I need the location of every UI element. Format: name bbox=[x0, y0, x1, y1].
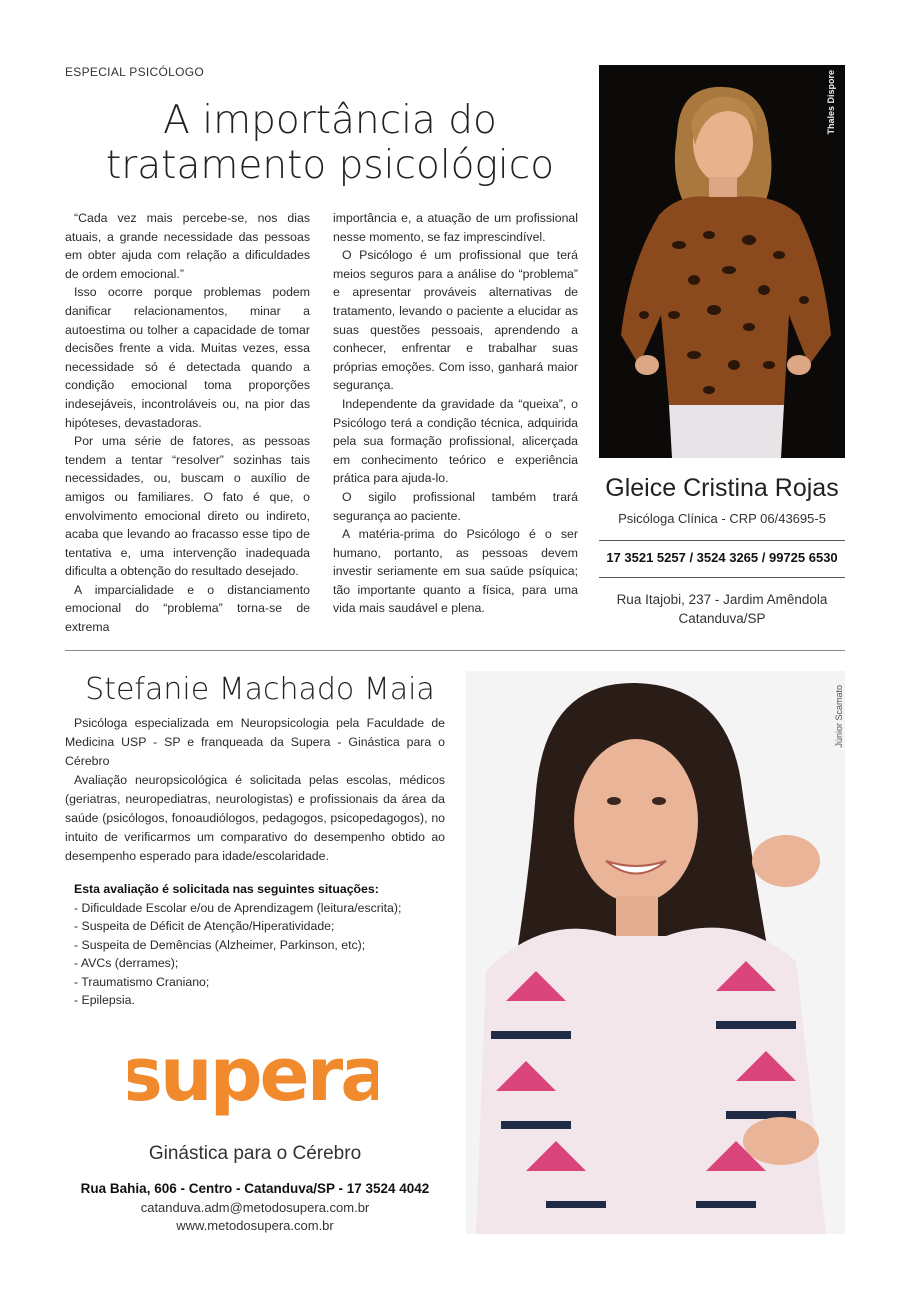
profile-name-stefanie: Stefanie Machado Maia bbox=[85, 672, 435, 707]
supera-email[interactable]: catanduva.adm@metodosupera.com.br bbox=[140, 1200, 370, 1215]
section-divider bbox=[65, 650, 845, 651]
address-line-2: Catanduva/SP bbox=[678, 611, 766, 626]
supera-website[interactable]: www.metodosupera.com.br bbox=[176, 1218, 334, 1233]
divider-line bbox=[599, 540, 845, 541]
article-paragraph: A matéria-prima do Psicólogo é o ser humano, portanto, as pessoas devem investir seriamente em sua saúde psíquica; tão importante quanto a física, para uma vida mais saudável e plena. bbox=[333, 527, 578, 616]
address-line-1: Rua Itajobi, 237 - Jardim Amêndola bbox=[616, 592, 828, 607]
photo-credit-2: Júnior Scamato bbox=[834, 685, 844, 748]
evaluation-list bbox=[74, 880, 454, 1010]
article-paragraph: A imparcialidade e o distanciamento emocional do “problema” torna-se de extrema bbox=[65, 582, 310, 635]
supera-address: Rua Bahia, 606 - Centro - Catanduva/SP - 17 3524 4042 bbox=[80, 1181, 430, 1196]
profile-phones-gleice: 17 3521 5257 / 3524 3265 / 99725 6530 bbox=[606, 550, 838, 565]
list-item: - Suspeita de Demências (Alzheimer, Parkinson, etc); bbox=[74, 937, 366, 952]
article-column-2 bbox=[333, 209, 578, 618]
supera-logo-text: supera bbox=[128, 1032, 378, 1118]
headline-line-1: A importância do bbox=[163, 98, 497, 143]
profile-name-gleice: Gleice Cristina Rojas bbox=[605, 474, 839, 502]
headline-line-2: tratamento psicológico bbox=[105, 143, 555, 188]
article-paragraph: “Cada vez mais percebe-se, nos dias atuais, a grande necessidade das pessoas em obter ajuda com relação a dificuldades de ordem emocional.” bbox=[65, 211, 310, 281]
article-paragraph: O sigilo profissional também trará segurança ao paciente. bbox=[333, 489, 578, 523]
portrait-illustration bbox=[466, 671, 845, 1234]
section-tag: ESPECIAL PSICÓLOGO bbox=[65, 65, 204, 79]
bio-paragraph: Psicóloga especializada em Neuropsicologia pela Faculdade de Medicina USP - SP e franqueada da Supera - Ginástica para o Cérebro bbox=[65, 716, 445, 768]
supera-logo bbox=[128, 1016, 378, 1136]
article-paragraph: Isso ocorre porque problemas podem danificar relacionamentos, minar a autoestima ou tolher a capacidade de tomar decisões frente a vida. Muitas vezes, essa necessidade só é detectada quando a condição emocional toma proporções indesejáveis, incontroláveis ou, na pior das hipóteses, devastadoras. bbox=[65, 285, 310, 430]
article-column-1 bbox=[65, 209, 310, 637]
article-paragraph: importância e, a atuação de um profissional nesse momento, se faz imprescindível. bbox=[333, 211, 578, 244]
portrait-illustration bbox=[599, 65, 845, 458]
list-item: - Epilepsia. bbox=[74, 993, 135, 1007]
bio-paragraph: Avaliação neuropsicológica é solicitada pelas escolas, médicos (geriatras, neuropediatras, neurologistas) e profissionais da área da saúde (psicólogos, fonoaudiólogos, pedagogos, psicopedagogos), no intuito de verificarmos um comparativo do desempenho obtido ao desempenho esperado para idade/escolaridade. bbox=[65, 773, 445, 863]
profile-bio-stefanie bbox=[65, 714, 445, 866]
profile-address-gleice bbox=[599, 590, 845, 628]
article-paragraph: O Psicólogo é um profissional que terá meios seguros para a análise do “problema” e apresentar prováveis alternativas de tratamento, levando o paciente a elucidar as suas questões pessoais, aprendendo a conhecer, enfrentar e trabalhar suas próprias emoções. Com isso, ganhará maior segurança. bbox=[333, 248, 578, 393]
divider-line bbox=[599, 577, 845, 578]
portrait-photo-gleice bbox=[599, 65, 845, 458]
supera-logo-art bbox=[128, 1016, 378, 1136]
article-paragraph: Por uma série de fatores, as pessoas tendem a tentar “resolver” sozinhas tais necessidades, ou, buscam o auxílio de amigos ou familiares. O fato é que, o envolvimento emocional direto ou indireto, acaba que levando ao fracasso esse tipo de tentativa e, uma intervenção inadequada dificulta a obtenção do resultado desejado. bbox=[65, 434, 310, 579]
photo-credit-1: Thales Dispore bbox=[826, 70, 836, 135]
list-item: - Suspeita de Déficit de Atenção/Hiperatividade; bbox=[74, 919, 335, 933]
portrait-photo-stefanie bbox=[466, 671, 845, 1234]
evaluation-list-title: Esta avaliação é solicitada nas seguintes situações: bbox=[74, 882, 379, 896]
list-item: - Traumatismo Craniano; bbox=[74, 974, 210, 989]
list-item: - Dificuldade Escolar e/ou de Aprendizagem (leitura/escrita); bbox=[74, 900, 402, 915]
list-item: - AVCs (derrames); bbox=[74, 956, 179, 970]
article-paragraph: Independente da gravidade da “queixa”, o Psicólogo terá a condição técnica, adquirida pela sua formação profissional, alicerçada em conhecimento teórico e experiência prática para ajuda-lo. bbox=[333, 396, 578, 486]
supera-tagline: Ginástica para o Cérebro bbox=[148, 1143, 362, 1164]
profile-title-gleice: Psicóloga Clínica - CRP 06/43695-5 bbox=[618, 511, 826, 526]
headline bbox=[65, 98, 595, 188]
